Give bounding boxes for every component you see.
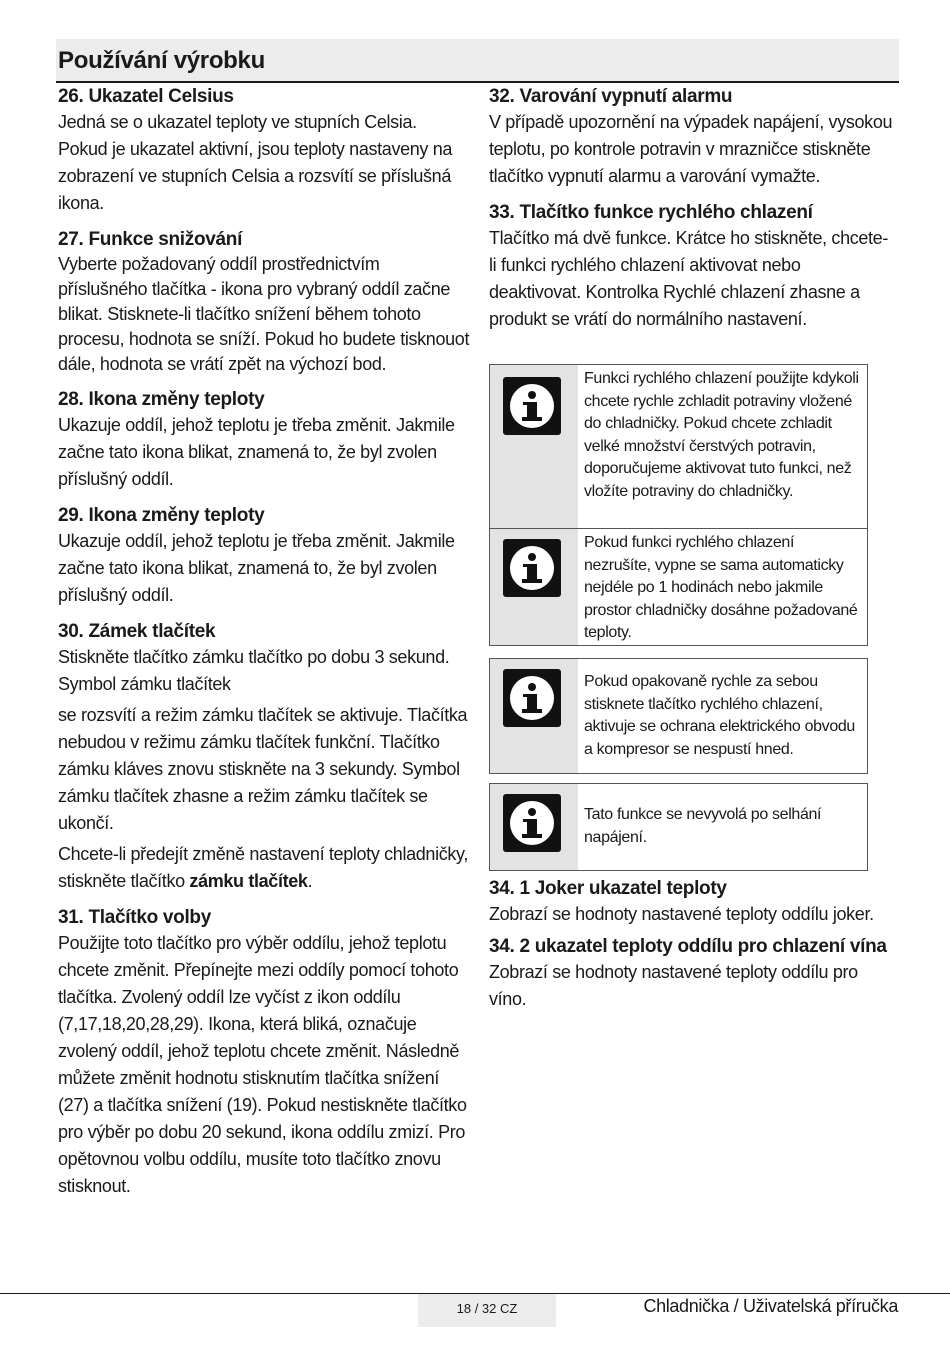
info-text: Funkci rychlého chlazení použijte kdykoli chcete rychle zchladit potraviny vložené do chladničky. Pokud chcete zchladit velké množství čerstvých potravin, doporučujeme aktivovat tuto funkci, než vložíte potraviny do chladničky. xyxy=(584,370,859,500)
section-text: Tlačítko má dvě funkce. Krátce ho stiskněte, chcete-li funkci rychlého chlazení aktivovat nebo deaktivovat. Kontrolka Rychlé chlazení zhasne a produkt se vrátí do normálního nastavení. xyxy=(489,228,888,329)
info-icon-cell xyxy=(490,659,578,773)
info-icon xyxy=(503,794,561,852)
section-26 xyxy=(58,84,470,217)
info-note xyxy=(490,659,867,773)
info-box xyxy=(489,364,868,646)
footer-title: Chladnička / Uživatelská příručka xyxy=(643,1296,898,1316)
section-text: se rozsvítí a režim zámku tlačítek se aktivuje. Tlačítka nebudou v režimu zámku tlačítek funkční. Tlačítko zámku kláves znovu stiskněte na 3 sekundy. Symbol zámku tlačítek zhasne a režim zámku tlačítek se ukončí. xyxy=(58,705,468,833)
section-heading: 31. Tlačítko volby xyxy=(58,907,211,928)
section-text: Ukazuje oddíl, jehož teplotu je třeba změnit. Jakmile začne tato ikona blikat, znamená to, že byl zvolen příslušný oddíl. xyxy=(58,415,455,489)
section-33 xyxy=(489,200,894,333)
section-text: Jedná se o ukazatel teploty ve stupních Celsia. Pokud je ukazatel aktivní, jsou teploty nastaveny na zobrazení ve stupních Celsia a rozsvítí se příslušná ikona. xyxy=(58,112,453,213)
section-30 xyxy=(58,619,470,895)
info-note xyxy=(490,528,867,645)
info-icon-cell xyxy=(490,529,578,645)
section-text: V případě upozornění na výpadek napájení, vysokou teplotu, po kontrole potravin v mrazničce stiskněte tlačítko vypnutí alarmu a varování vymažte. xyxy=(489,112,893,186)
section-text: Stiskněte tlačítko zámku tlačítko po dobu 3 sekund. Symbol zámku tlačítek xyxy=(58,647,450,694)
section-text: Ukazuje oddíl, jehož teplotu je třeba změnit. Jakmile začne tato ikona blikat, znamená to, že byl zvolen příslušný oddíl. xyxy=(58,531,455,605)
section-29 xyxy=(58,503,470,609)
right-column-lower xyxy=(489,876,894,1023)
info-icon xyxy=(503,669,561,727)
section-text: Zobrazí se hodnoty nastavené teploty oddílu joker. xyxy=(489,904,874,924)
section-heading: 28. Ikona změny teploty xyxy=(58,389,265,410)
section-27 xyxy=(58,227,470,377)
info-box xyxy=(489,783,868,871)
info-text: Tato funkce se nevyvolá po selhání napájení. xyxy=(584,806,822,846)
left-column xyxy=(58,84,470,1210)
section-32 xyxy=(489,84,894,190)
bold-text-run: zámku tlačítek xyxy=(189,871,308,891)
text-run: Chcete-li předejít změně nastavení teploty chladničky, stiskněte tlačítko xyxy=(58,844,468,891)
info-note xyxy=(490,784,867,870)
info-icon xyxy=(503,377,561,435)
section-heading: 29. Ikona změny teploty xyxy=(58,505,265,526)
section-31 xyxy=(58,905,470,1200)
section-heading: 34. 2 ukazatel teploty oddílu pro chlazení vína xyxy=(489,936,887,957)
info-note xyxy=(490,365,867,528)
right-column xyxy=(489,84,894,343)
section-heading: 32. Varování vypnutí alarmu xyxy=(489,86,733,107)
section-heading: 33. Tlačítko funkce rychlého chlazení xyxy=(489,202,813,223)
page-header xyxy=(56,39,899,83)
info-icon-cell xyxy=(490,365,578,528)
section-text xyxy=(58,841,470,895)
section-text: Použijte toto tlačítko pro výběr oddílu, jehož teplotu chcete změnit. Přepínejte mezi oddíly pomocí tohoto tlačítka. Zvolený oddíl lze vyčíst z ikon oddílu (7,17,18,20,28,29). Ikona, která bliká, označuje zvolený oddíl, jehož teplotu chcete změnit. Následně můžete změnit hodnotu stisknutím tlačítka snížení (27) a tlačítka snížení (19). Pokud nestiskněte tlačítko pro výběr po dobu 20 sekund, ikona oddílu zmizí. Pro opětovnou volbu oddílu, musíte toto tlačítko znovu stisknout. xyxy=(58,933,467,1196)
page-title: Používání výrobku xyxy=(58,47,265,74)
section-text: Zobrazí se hodnoty nastavené teploty oddílu pro víno. xyxy=(489,962,858,1009)
info-text: Pokud opakovaně rychle za sebou stisknete tlačítko rychlého chlazení, aktivuje se ochrana elektrického obvodu a kompresor se nespustí hned. xyxy=(584,673,855,758)
info-box xyxy=(489,658,868,774)
section-heading: 30. Zámek tlačítek xyxy=(58,621,216,642)
section-text: Vyberte požadovaný oddíl prostřednictvím příslušného tlačítka - ikona pro vybraný oddíl začne blikat. Stisknete-li tlačítko snížení během tohoto procesu, hodnota se sníží. Pokud ho budete tisknouot dále, hodnota se vrátí zpět na výchozí bod. xyxy=(58,254,470,374)
info-icon xyxy=(503,539,561,597)
section-heading: 34. 1 Joker ukazatel teploty xyxy=(489,878,727,899)
section-34-1 xyxy=(489,876,894,928)
section-34-2 xyxy=(489,934,894,1013)
section-28 xyxy=(58,387,470,493)
section-heading: 27. Funkce snižování xyxy=(58,229,243,250)
page-number: 18 / 32 CZ xyxy=(418,1294,556,1327)
info-icon-cell xyxy=(490,784,578,870)
info-text: Pokud funkci rychlého chlazení nezrušíte, vypne se sama automaticky nejdéle po 1 hodinách nebo jakmile prostor chladničky dosáhne požadované teploty. xyxy=(584,534,858,641)
section-heading: 26. Ukazatel Celsius xyxy=(58,86,234,107)
text-run: . xyxy=(307,871,313,891)
